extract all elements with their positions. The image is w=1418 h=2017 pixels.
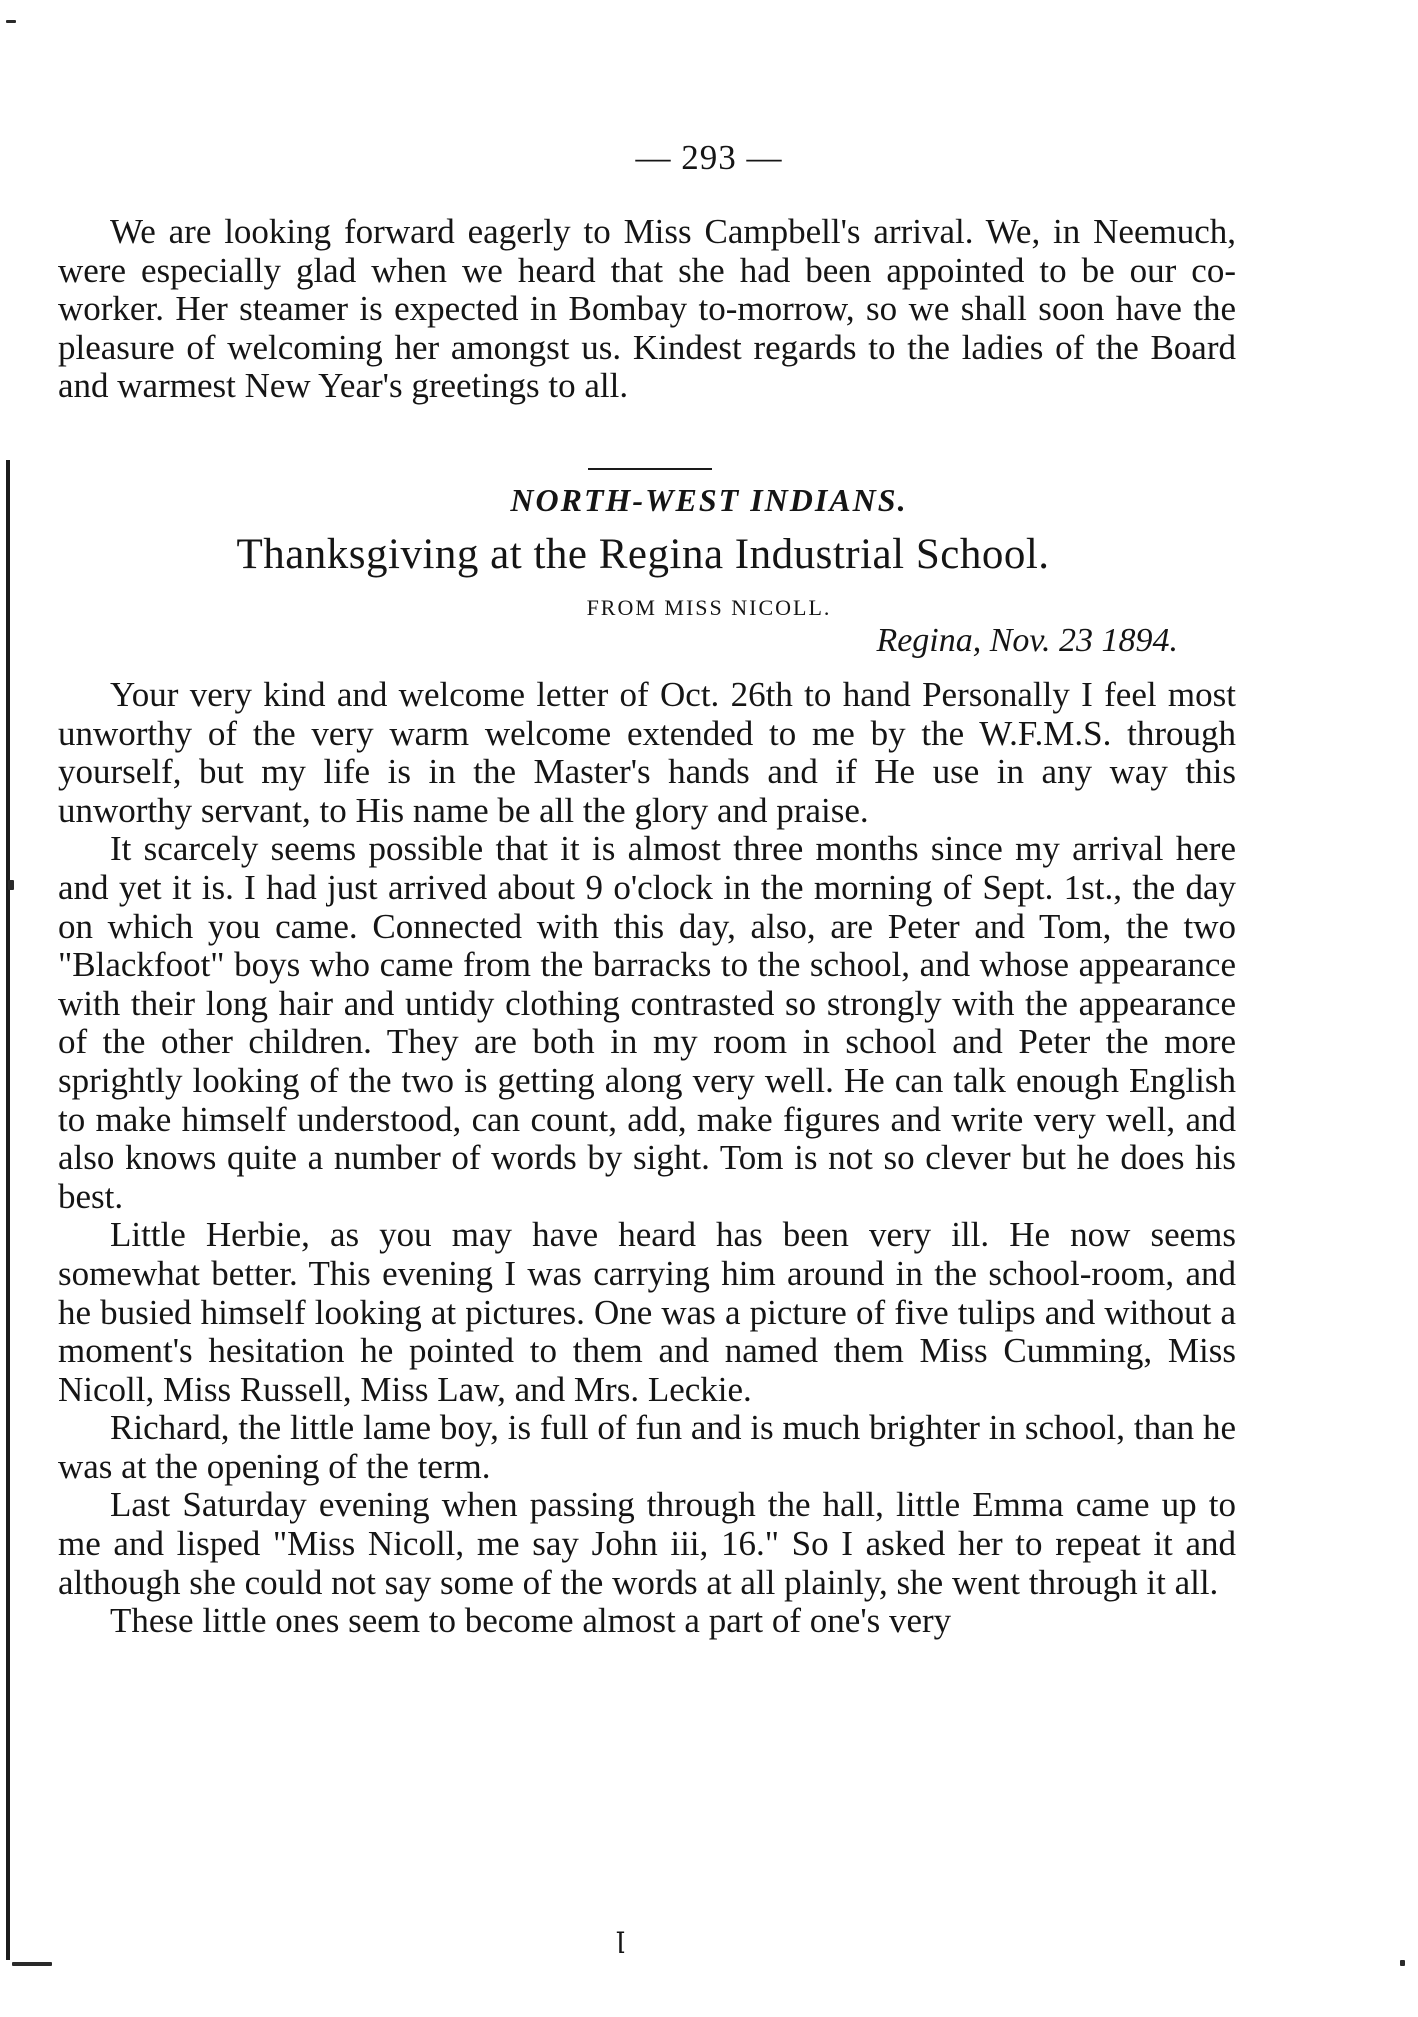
intro-paragraph: We are looking forward eagerly to Miss Campbell's arrival. We, in Neemuch, were especially glad when we heard that she had been appointed to be our co-worker. Her steamer is expected in Bombay to-morrow, so we shall soon have the pleasure of welcoming her amongst us. Kindest regards to the ladies of the Board and warmest New Year's greetings to all.: [58, 212, 1236, 406]
scan-edge-line: [6, 460, 10, 1960]
article-title: Thanksgiving at the Regina Industrial School.: [236, 531, 1050, 578]
footer-mark: ꞁ: [616, 1922, 625, 1953]
body-paragraph: Last Saturday evening when passing through the hall, little Emma came up to me and lisped "Miss Nicoll, me say John iii, 16." So I asked her to repeat it and although she could not say some of the words at all plainly, she went through it all.: [58, 1485, 1236, 1602]
body-paragraph: It scarcely seems possible that it is almost three months since my arrival here and yet it is. I had just arrived about 9 o'clock in the morning of Sept. 1st., the day on which you came. Connected with this day, also, are Peter and Tom, the two "Blackfoot" boys who came from the barracks to the school, and whose appearance with their long hair and untidy clothing contrasted so strongly with the appearance of the other children. They are both in my room in school and Peter the more sprightly looking of the two is getting along very well. He can talk enough English to make himself understood, can count, add, make figures and write very well, and also knows quite a number of words by sight. Tom is not so clever but he does his best.: [58, 829, 1236, 1216]
dateline: Regina, Nov. 23 1894.: [876, 622, 1178, 659]
intro-text-block: [58, 213, 1236, 406]
section-heading: NORTH-WEST INDIANS.: [510, 482, 908, 518]
scan-speck: [8, 880, 14, 890]
body-paragraph: These little ones seem to become almost a part of one's very: [110, 1601, 952, 1641]
body-paragraph: Your very kind and welcome letter of Oct. 26th to hand Personally I feel most unworthy of the very warm welcome extended to me by the W.F.M.S. through yourself, but my life is in the Master's hands and if He use in any way this unworthy servant, to His name be all the glory and praise.: [58, 675, 1236, 830]
scan-speck: [6, 20, 16, 23]
byline: FROM MISS NICOLL.: [586, 595, 832, 620]
page-number: — 293 —: [635, 138, 783, 177]
body-paragraph: Richard, the little lame boy, is full of fun and is much brighter in school, than he was at the opening of the term.: [58, 1408, 1236, 1486]
scan-speck: [12, 1962, 52, 1966]
body-paragraph: Little Herbie, as you may have heard has been very ill. He now seems somewhat better. This evening I was carrying him around in the school-room, and he busied himself looking at pictures. One was a picture of five tulips and without a moment's hesitation he pointed to them and named them Miss Cumming, Miss Nicoll, Miss Russell, Miss Law, and Mrs. Leckie.: [58, 1215, 1236, 1409]
letter-body: [58, 676, 1236, 1641]
section-divider: [588, 468, 712, 470]
scan-speck: [1400, 1960, 1405, 1966]
